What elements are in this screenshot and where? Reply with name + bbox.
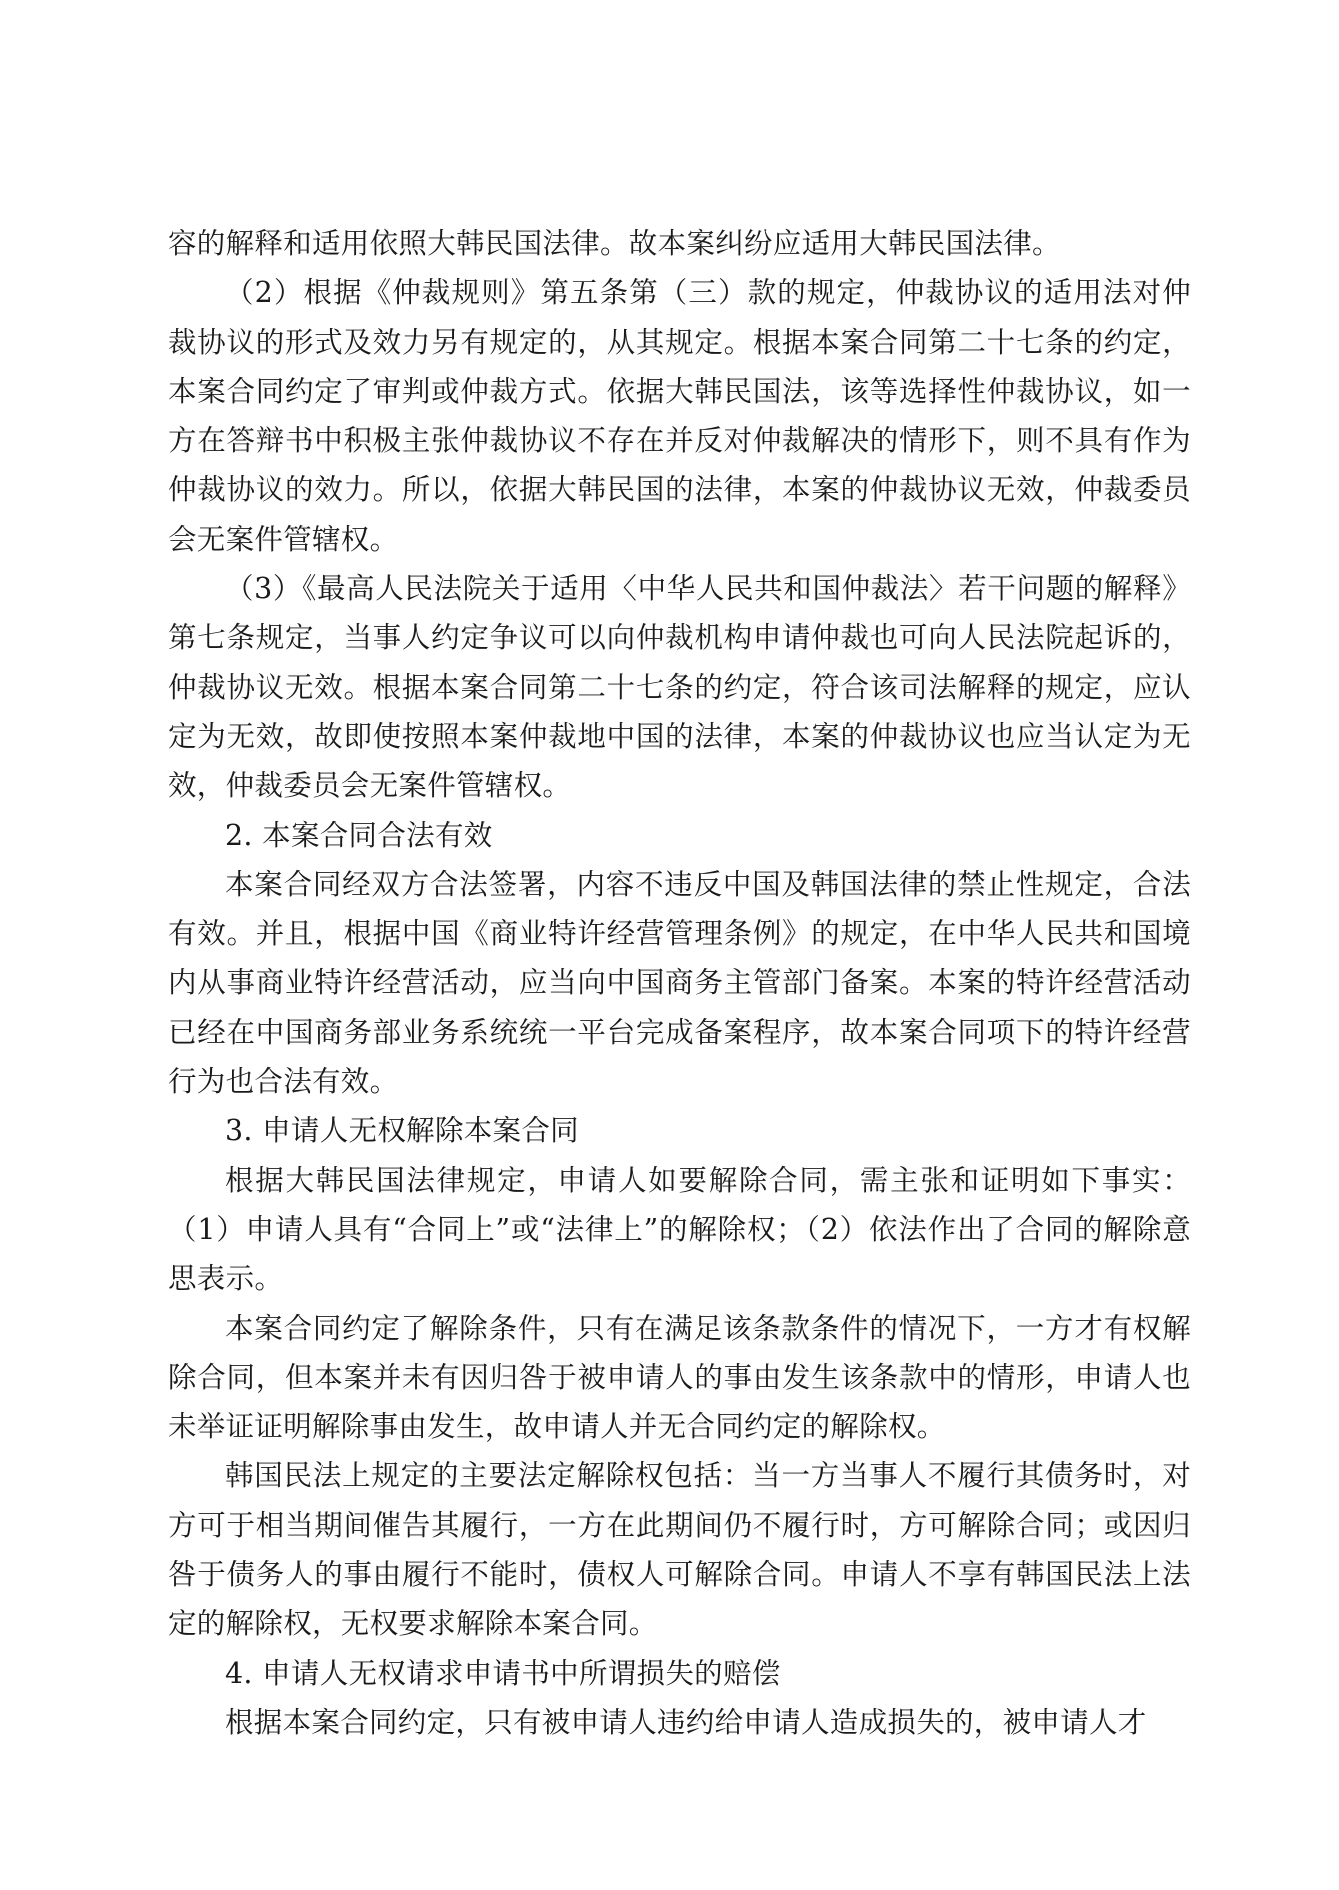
paragraph-korean-law-termination: 根据大韩民国法律规定，申请人如要解除合同，需主张和证明如下事实：（1）申请人具有“合同上”或“法律上”的解除权；（2）依法作出了合同的解除意思表示。 bbox=[168, 1163, 1191, 1296]
section-heading-contract-valid: 2. 本案合同合法有效 bbox=[225, 818, 493, 852]
paragraph-statutory-termination-right: 韩国民法上规定的主要法定解除权包括：当一方当事人不履行其债务时，对方可于相当期间催告其履行，一方在此期间仍不履行时，方可解除合同；或因归咎于债务人的事由履行不能时，债权人可解除合同。申请人不享有韩国民法上法定的解除权，无权要求解除本案合同。 bbox=[168, 1459, 1191, 1641]
section-heading-no-right-to-damages: 4. 申请人无权请求申请书中所谓损失的赔偿 bbox=[225, 1656, 781, 1690]
paragraph-arbitration-rules: （2）根据《仲裁规则》第五条第（三）款的规定，仲裁协议的适用法对仲裁协议的形式及效力另有规定的，从其规定。根据本案合同第二十七条的约定，本案合同约定了审判或仲裁方式。依据大韩民国法，该等选择性仲裁协议，如一方在答辩书中积极主张仲裁协议不存在并反对仲裁解决的情形下，则不具有作为仲裁协议的效力。所以，依据大韩民国的法律，本案的仲裁协议无效，仲裁委员会无案件管辖权。 bbox=[168, 276, 1191, 556]
paragraph-continuation: 容的解释和适用依照大韩民国法律。故本案纠纷应适用大韩民国法律。 bbox=[168, 227, 1061, 260]
paragraph-contractual-termination-condition: 本案合同约定了解除条件，只有在满足该条款条件的情况下，一方才有权解除合同，但本案并未有因归咎于被申请人的事由发生该条款中的情形，申请人也未举证证明解除事由发生，故申请人并无合同约定的解除权。 bbox=[168, 1311, 1191, 1444]
paragraph-damages: 根据本案合同约定，只有被申请人违约给申请人造成损失的，被申请人才 bbox=[225, 1705, 1147, 1739]
document-body bbox=[168, 219, 1191, 1747]
paragraph-contract-valid: 本案合同经双方合法签署，内容不违反中国及韩国法律的禁止性规定，合法有效。并且，根据中国《商业特许经营管理条例》的规定，在中华人民共和国境内从事商业特许经营活动，应当向中国商务主管部门备案。本案的特许经营活动已经在中国商务部业务系统统一平台完成备案程序，故本案合同项下的特许经营行为也合法有效。 bbox=[168, 867, 1191, 1099]
section-heading-no-right-to-terminate: 3. 申请人无权解除本案合同 bbox=[225, 1114, 579, 1148]
paragraph-supreme-court-interpretation: （3）《最高人民法院关于适用〈中华人民共和国仲裁法〉若干问题的解释》第七条规定，当事人约定争议可以向仲裁机构申请仲裁也可向人民法院起诉的，仲裁协议无效。根据本案合同第二十七条的约定，符合该司法解释的规定，应认定为无效，故即使按照本案仲裁地中国的法律，本案的仲裁协议也应当认定为无效，仲裁委员会无案件管辖权。 bbox=[168, 572, 1191, 803]
